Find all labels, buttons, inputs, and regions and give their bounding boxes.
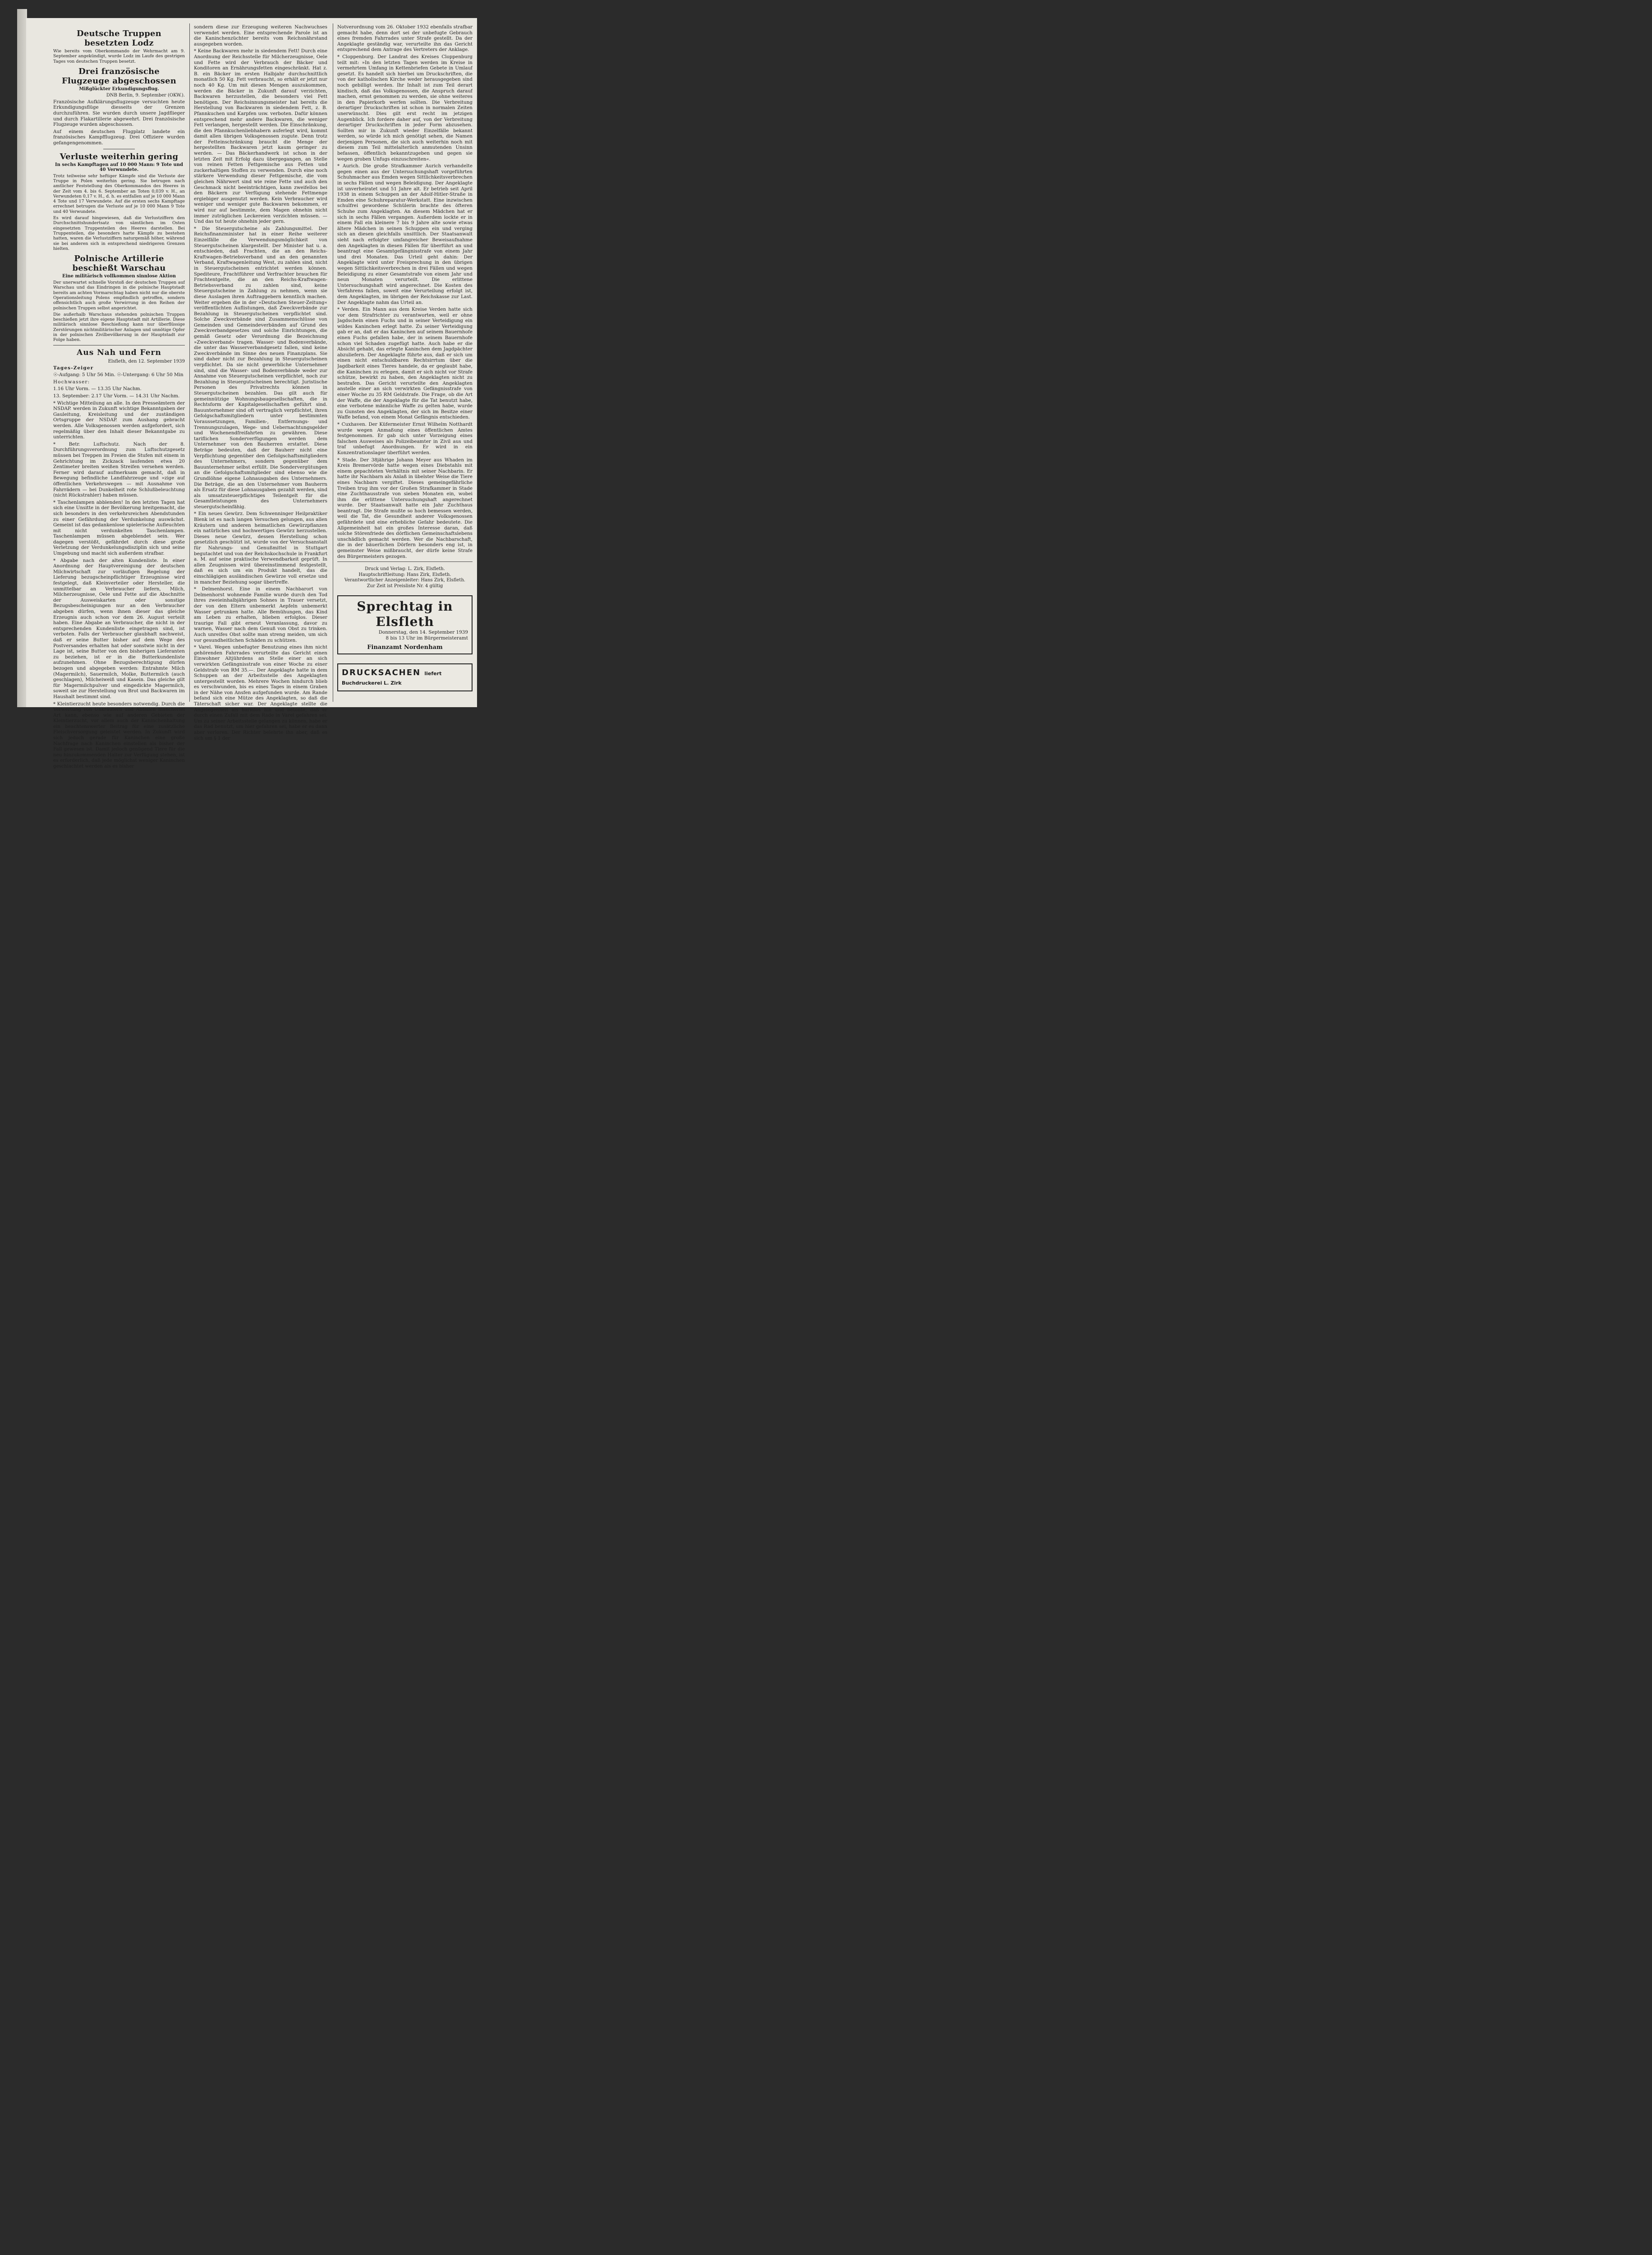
dateline-flugzeuge: DNB Berlin, 9. September (OKW.). [106,92,185,98]
article-varel-cont: Notverordnung vom 26. Oktober 1932 ebenfalls strafbar gemacht habe, denn dort sei der unbefugte Gebrauch eines fremden Fahrrades unter Strafe gestellt. Da der Angeklagte geständig war, verurteilte ihn das Gericht entsprechend dem Antrage des Vertreters der Anklage. [337,24,473,53]
article-flugzeuge-2: Auf einem deutschen Flugplatz landete ein französisches Kampfflugzeug. Drei Offiziere wurden gefangengenommen. [53,129,185,146]
article-cloppenburg: * Cloppenburg. Der Landrat des Kreises Cloppenburg teilt mit: »In den letzten Tagen werden im Kreise in vermehrtem Umfang in Kettenbriefen Gebete in Umlauf gesetzt. Es handelt sich hierbei um Druckschriften, die von der katholischen Kirche weder herausgegeben sind noch gebilligt werden. Ihr Inhalt ist zum Teil derart kindisch, daß das Volksgenossen, die Anspruch darauf machen, ernst genommen zu werden, sie ohne weiteres in den Papierkorb werfen sollten. Die Verbreitung derartiger Druckschriften ist schon in normalen Zeiten unerwünscht. Dies gilt erst recht im jetzigen Augenblick. Ich fordere daher auf, von der Verbreitung derartiger Druckschriften in jeder Form abzusehen. Sollten mir in Zukunft wieder Einzelfälle bekannt werden, so würde ich mich genötigt sehen, die Namen derjenigen Personen, die sich auch weiterhin noch mit diesem zum Teil mittelalterlich anmutenden Unsinn befassen, öffentlich bekanntzugeben und gegen sie wegen groben Unfugs einzuschreiten«. [337,54,473,162]
ad-date: Donnerstag, den 14. September 1939 [378,630,468,635]
article-verluste-2: Es wird darauf hingewiesen, daß die Verlustziffern den Durchschnittshundertsatz von sämtlichen im Osten eingesetzten Truppenteilen des Heeres darstellen. Bei Truppenteilen, die besonders harte Kämpfe zu bestehen hatten, waren die Verlustziffern naturgemäß höher, während sie bei anderen sich in entsprechend niedrigeren Grenzen hielten. [53,216,185,251]
article-kleintierzucht-cont: sondern diese zur Erzeugung weiteren Nachwuchses verwendet werden. Eine entsprechende Parole ist an die Kaninchenzüchter bereits vom Reichsnährstand ausgegeben worden. [194,24,327,47]
imprint-line: Druck und Verlag: L. Zirk, Elsfleth. [365,566,445,572]
article-artillerie-2: Die außerhalb Warschaus stehenden polnischen Truppen beschießen jetzt ihre eigene Hauptstadt mit Artillerie. Diese militärisch sinnlose Beschießung kann nur überflüssige Zerstörungen nichtmilitärischer Anlagen und unnötige Opfer in der polnischen Zivilbevölkerung in der Hauptstadt zur Folge haben. [53,312,185,343]
article-varel: * Varel. Wegen unbefugter Benutzung eines ihm nicht gehörenden Fahrrades verurteilte das Gericht einen Einwohner Altjührdens an Stelle einer an sich verwirkten Gefängnisstrafe von einer Woche zu einer Geldstrafe von RM 35.—. Der Angeklagte hatte in dem Schuppen an der Arbeitsstelle des Angeklagten untergestellt worden. Mehrere Wochen hindurch blieb es verschwunden, bis es eines Tages in einem Graben in der Nähe von Ansfen aufgefunden wurde. Am Rande befand sich eine Mütze des Angeklagten, so daß die Täterschaft sicher war. Der Angeklagte stellte die Angelegenheit als harmlos hin und betonte, daß er durch einen Zufall mit dem Rade in Varel gefahren sei. Um zu seiner Arbeitsstelle gelangen zu können, habe er das Rad benutzt, um hier gefahren sei, habe er es dann aber verloren. Der Richter belehrte ihn aber, daß es sich um § 1 der [194,644,327,741]
article-aurich: * Aurich. Die große Strafkammer Aurich verhandelte gegen einen aus der Untersuchungshaft vorgeführten Schuhmacher aus Emden wegen Sittlichkeitsverbrechen in sechs Fällen und wegen Beleidigung. Der Angeklagte ist unverheiratet und 51 Jahre alt. Er betrieb seit April 1938 in einem Schuppen an der Adolf-Hitler-Straße in Emden eine Schuhreparatur-Werkstatt. Eine inzwischen schulfrei gewordene Schülerin brachte des öfteren Schuhe zum Angeklagten. An diesem Mädchen hat er sich in sechs Fällen vergangen. Außerdem lockte er in einem Fall ein kleinere 7 bis 9 Jahre alte sowie etwas ältere Mädchen in seinen Schuppen ein und verging sich an diesen gleichfalls unsittlich. Der Staatsanwalt sieht nach erfolgter umfangreicher Beweisaufnahme den Angeklagten in diesen Fällen für überführt an und beantragt eine Gesamtgefängnisstrafe von einem Jahr und drei Monaten. Das Urteil geht dahin: Der Angeklagte wird unter Freisprechung in den übrigen wegen Sittlichkeitsverbrechen in drei Fällen und wegen Beleidigung zu einer Gesamtstrafe von einem Jahr und neun Monaten verurteilt. Die erlittene Untersuchungshaft wird angerechnet. Die Kosten des Verfahrens fallen, soweit eine Verurteilung erfolgt ist, dem Angeklagten, im übrigen der Reichskasse zur Last. Der Angeklagte nahm das Urteil an. [337,163,473,305]
column-2 [194,24,327,742]
article-kleintierzucht: * Kleintierzucht heute besonders notwendig. Durch die Verwertung von Unkräutern und Abfällen mancherlei Art kann, ebenso wie auf anderen Gebieten der Kleintierzucht, vor allem auch der Kaninchenhaltung ein beachtenswerter Beitrag für eine zusätzliche Fleischversorgung geleistet werden. In Zukunft wird sich jedoch gerade für Kaninchen eine große Nachfrage nach Kaninchen einstellen als bisher der Fall gewesen ist. Damit jedoch genügend Tiere für die neu hinzukommenden Halter zur Verfügung stehen, ist es erforderlich, daß jede möglichst weniger Kaninchen geschlachtet werden als es bisher [53,701,185,769]
column-3 [337,24,473,691]
ad2-text: liefert Buchdruckerei L. Zirk [342,671,442,686]
article-taschenlampen: * Taschenlampen abblenden! In den letzten Tagen hat sich eine Unsitte in der Bevölkerung breitgemacht, die sich besonders in den verkehrsreichen Abendstunden zu einer Gefährdung der Verdunkelung auswächst. Gemeint ist das gedankenlose spielerische Aufleuchten mit nicht verdunkelten Taschenlampen. Taschenlampen müssen abgeblendet sein. Wer dagegen verstößt, gefährdet durch diese große Verletzung der Verdunkelungsdisziplin sich und seine Umgebung und macht sich außerdem strafbar. [53,499,185,557]
imprint-line: Zur Zeit ist Preisliste Nr. 4 gültig [367,583,443,589]
place-date: Elsfleth, den 12. September 1939 [108,359,185,364]
newspaper-page [26,18,477,769]
article-delmenhorst: * Delmenhorst. Eine in einem Nachbarort von Delmenhorst wohnende Familie wurde durch den Tod ihres zweieinhalbjährigen Sohnes in Trauer versetzt, der von den Eltern unbemerkt Aepfeln unbemerkt Wasser getrunken hatte. Alle Bemühungen, das Kind am Leben zu erhalten, blieben erfolglos. Dieser traurige Fall gibt erneut Veranlassung, davor zu warnen, Wasser nach dem Genuß von Obst zu trinken. Auch unreifes Obst sollte man streng meiden, um sich vor gesundheitlichen Schäden zu schützen. [194,586,327,643]
imprint-line: Verantwortlicher Anzeigenleiter: Hans Zirk, Elsfleth. [344,578,466,583]
advertisement-sprechtag [337,595,473,654]
article-mitteilung: * Wichtige Mitteilung an alle. In den Presseämtern der NSDAP. werden in Zukunft wichtige Bekanntgaben der Gauleitung, Kreisleitung und der zuständigen Ortsgruppe der NSDAP. zum Aushang gebracht werden. Alle Volksgenossen werden aufgefordert, sich regelmäßig über den Inhalt dieser Bekanntgabe zu unterrichten. [53,400,185,440]
ad2-headline: DRUCKSACHEN [342,668,421,678]
column-rule [189,23,190,702]
article-lodz: Wie bereits vom Oberkommando der Wehrmacht am 9. September angekündigt, wurde Lodz im Laufe des gestrigen Tages von deutschen Truppen besetzt. [53,49,185,64]
subheadline-artillerie: Eine militärisch vollkommen sinnlose Aktion [62,274,176,279]
article-stade: * Stade. Der 38jährige Johann Meyer aus Whaden im Kreis Bremervörde hatte wegen eines Diebstahls mit einem gepachteten Verhältnis mit seiner Nachbarin. Er hatte ihr Nachbarn als Anlaß in übelster Weise die Tiere eines Nachbarn vergiftet. Dieses gemeingefährliche Treiben trug ihm vor der Großen Strafkammer in Stade eine Zuchthausstrafe von sieben Monaten ein, wobei ihm die erlittene Untersuchungshaft angerechnet wurde. Der Staatsanwalt hatte ein Jahr Zuchthaus beantragt. Die Strafe mußte so hoch bemessen werden, weil die Tat, die Gesundheit anderer Volksgenossen gefährdete und eine erhebliche Gefahr bedeutete. Die Allgemeinheit hat ein großes Interesse daran, daß solche Störenfriede des dörflichen Gemeinschaftslebens unschädlich gemacht werden. Wer die Nachbarschaft, die in der bäuerlichen Dörfern besonders eng ist, in gemeinster Weise mißbraucht, der dürfe keine Strafe des Bürgermeisters gezogen. [337,457,473,559]
column-1 [53,26,185,771]
section-title: Aus Nah und Fern [77,348,161,357]
article-kundenliste: * Abgabe nach der alten Kundenliste. In einer Anordnung der Hauptvereinigung der deutschen Milchwirtschaft zur vorläufigen Regelung der Lieferung bezugscheinpflichtiger Erzeugnisse wird festgelegt, daß Kleinverteiler oder Hersteller, die unmittelbar an Verbraucher liefern, Milch, Milcherzeugnisse, Oele und Fette auf die Abschnitte der Ausweiskarten oder sonstige Bezugsbescheinigungen nur an den Verbraucher abgeben dürfen, wenn ihnen dieser das gleiche Erzeugnis auch schon vor dem 26. August verteilt haben. Eine Abgabe an Verbraucher, die nicht in der entsprechenden Kundenliste eingetragen sind, ist verboten. Falls der Verbraucher glaubhaft nachweist, daß er seine Butter bisher auf dem Wege des Postversandes erhalten hat oder sonstwie nicht in der Lage ist, seine Butter von den bisherigen Lieferanten zu beziehen, ist er in die Butterkundenliste aufzunehmen. Ohne Bezugsberechtigung dürfen bezogen und abgegeben werden: Entrahmte Milch (Magermilch), Sauermilch, Molke, Buttermilch (auch geschlagen), Milcheiweiß und Kasein. Das gleiche gilt für Magermilchpulver und eingedickte Magermilch, soweit sie zur Herstellung von Brot und Backwaren im Haushalt bestimmt sind. [53,557,185,700]
article-flugzeuge-1: Französische Aufklärungsflugzeuge versuchten heute Erkundigungsflüge diesseits der Grenzen durchzuführen. Sie wurden durch unsere Jagdflieger und durch Flakartillerie abgewehrt. Drei französische Flugzeuge wurden abgeschossen. [53,99,185,128]
headline-flugzeuge: Drei französische Flugzeuge abgeschossen [61,66,177,86]
imprint [337,566,473,589]
headline-artillerie: Polnische Artillerie beschießt Warschau [72,254,166,273]
article-gewuerz: * Ein neues Gewürz. Dem Schwenninger Heilpraktiker Blenk ist es nach langen Versuchen gelungen, aus allen Kräutern und anderen heimatlichen Gewürzpflanzen ein natürliches und hochwertiges Gewürz herzustellen. Dieses neue Gewürz, dessen Herstellung schon gesetzlich geschützt ist, wurde von der Versuchsanstalt für Nahrungs- und Genußmittel in Stuttgart begutachtet und von der Reichskochschule in Frankfurt a. M. auf seine praktische Verwendbarkeit geprüft. In allen Zeugnissen wird übereinstimmend festgestellt, daß es sich um ein Produkt handelt, das die einschlägigen ausländischen Gewürze voll ersetze und in mancher Beziehung sogar übertreffe. [194,511,327,585]
hochwasser-tomorrow: 13. September: 2.17 Uhr Vorm. — 14.31 Uhr Nachm. [53,393,180,399]
imprint-rule [337,561,473,562]
hochwasser-today: 1.16 Uhr Vorm. — 13.35 Uhr Nachm. [53,386,142,392]
subheadline-verluste: In sechs Kampftagen auf 10 000 Mann: 9 Tote und 40 Verwundete. [55,162,184,172]
subheadline-flugzeuge: Mißglückter Erkundigungsflug. [79,86,159,92]
tageszeiger-title: Tages-Zeiger [53,365,94,371]
imprint-line: Hauptschriftleitung: Hans Zirk, Elsfleth. [358,572,451,577]
headline-lodz: Deutsche Truppen besetzten Lodz [77,29,161,48]
advertisement-drucksachen [337,663,473,691]
article-verden: * Verden. Ein Mann aus dem Kreise Verden hatte sich vor dem Strafrichter zu verantworten, weil er ohne Jagdschein einen Fuchs und in seiner Verteidigung ein wildes Kaninchen erlegt hatte. Zu seiner Verteidigung gab er an, daß er das Kaninchen auf seinem Bauernhofe einen Fuchs gefallen habe, der in seinem Bauernhofe schon viel Schaden zugefügt hatte. Auch habe er die Absicht gehabt, das erlegte Kaninchen dem Jagdpächter abzuliefern. Der Angeklagte führte aus, daß er sich um einen nicht entschuldbaren Rechtsirrtum über die Jagdbarkeit eines Tieres handele, da er geglaubt habe, die Kaninchen zu erlegen, damit er sich nicht vor Strafe schütze, bewirkt zu haben, den Angeklagten nicht zu bestrafen. Das Gericht verurteilte den Angeklagten anstelle einer an sich verwirkten Gefängnisstrafe von einer Woche zu 35 RM Geldstrafe. Die Frage, ob die Art der Waffe, die der Angeklagte für die Tat benutzt habe, eine verbotene männliche Waffe zu gelten habe, wurde zu Gunsten des Angeklagten, der sich im Besitze einer Waffe befand, von einem Monat Gefängnis entschieden. [337,307,473,420]
article-steuergutscheine: * Die Steuergutscheine als Zahlungsmittel. Der Reichsfinanzminister hat in einer Reihe weiterer Einzelfälle die Verwendungsmöglichkeit von Steuergutscheinen klargestellt. Der Minister hat u. a. entschieden, daß Frachten, die an den Reichs-Kraftwagen-Betriebsverband und an den genannten Verband, Kraftwagenleitung West, zu zahlen sind, nicht in Steuergutscheinen entrichtet werden können. Spediteure, Frachtführer und Verfrachter brauchen für Frachtentgelte, die an den Reichs-Kraftwagen-Betriebsverband zu zahlen sind, keine Steuergutscheine in Zahlung zu nehmen, wenn sie diese Auslagen ihren Auftraggebern kenntlich machen. Weiter ergeben die in der »Deutschen Steuer-Zeitung« veröffentlichten Auflistungen, daß Zweckverbände zur Bezahlung in Steuergutscheinen verpflichtet sind. Solche Zweckverbände sind Zusammenschlüsse von Gemeinden und Gemeindeverbänden auf Grund des Zweckverbandgesetzes und solche Einrichtungen, die gemäß Gesetz oder Verordnung die Bezeichnung »Zweckverband« tragen. Wasser- und Bodenverbände, die unter das Wasserverbandgesetz fallen, sind keine Zweckverbände im Sinne des neuen Finanzplans. Sie sind daher nicht zur Bezahlung in Steuergutscheinen verpflichtet. Da sie nicht gewerbliche Unternehmer sind, sind die Wasser- und Bodenverbände weder zur Annahme von Steuergutscheinen verpflichtet, noch zur Bezahlung in Steuergutscheinen berechtigt. Juristische Personen des Privatrechts können in Steuergutscheinen bezahlen. Das gilt auch für gemeinnützige Wohnungsbaugesellschaften, die in Rechtsform der Kapitalgesellschaften geführt sind. Bauunternehmer sind oft vertraglich verpflichtet, ihren Gefolgschaftsmitgliedern unter bestimmten Voraussetzungen, Familien-, Entfernungs- und Trennungszulagen, Wege- und Uebernachtungsgelder und Wochenendfreifahrten zu gewähren. Diese tariflichen Sonderverfügungen werden dem Unternehmer von den Bauherren erstattet. Diese Beträge bedeuten, daß der Bauherr nicht eine Verpflichtung gegenüber den Gefolgschaftsmitgliedern des Unternehmers, sondern gegenüber dem Bauunternehmer selbst erfüllt. Die Sondervergütungen an die Gefolgschaftsmitglieder sind ebenso wie die Grundlöhne eigene Lohnausgaben des Unternehmers. Die Beträge, die an den Unternehmer vom Bauherrn als Ersatz für diese Lohnausgaben gezahlt werden, sind als umsatzsteuerpflichtiges Teilentgelt für die Gesamtleistungen des Unternehmers steuergutscheinfähig. [194,226,327,510]
article-luftschutz: * Betr. Luftschutz. Nach der 8. Durchführungsverordnung zum Luftschutzgesetz müssen bei Treppen im Freien die Stufen mit einem in Gehrichtung im Zickzack laufenden etwa 20 Zentimeter breiten weißen Streifen versehen werden. Ferner wird darauf aufmerksam gemacht, daß in Bewegung befindliche Landfahrzeuge und »zige auf öffentlichen Verkehrswegen — mit Ausnahme von Fahrrädern — bei Dunkelheit rote Schlußbeleuchtung (nicht Rückstrahler) haben müssen. [53,441,185,498]
article-artillerie-1: Der unerwartet schnelle Vorstoß der deutschen Truppen auf Warschau und das Eindringen in die polnische Hauptstadt bereits am achten Vormarschtag haben nicht nur die oberste Operationsleitung Polens empfindlich getroffen, sondern offensichtlich auch große Verwirrung in den Reihen der polnischen Truppen selbst angerichtet. [53,280,185,311]
hochwasser-title: Hochwasser: [53,379,90,385]
headline-verluste: Verluste weiterhin gering [60,152,179,161]
article-cuxhaven: * Cuxhaven. Der Küfermeister Ernst Wilhelm Notthardt wurde wegen Anmaßung eines öffentlichen Amtes festgenommen. Er gab sich unter Vorzeigung eines falschen Ausweises als Polizeibeamter in Zivil aus und traf unbefugt Anordnungen. Er wird in ein Konzentrationslager überführt werden. [337,421,473,456]
ad-time: 8 bis 13 Uhr im Bürgermeisteramt [385,635,468,641]
article-verluste-1: Trotz teilweise sehr heftiger Kämpfe sind die Verluste der Truppe in Polen weiterhin gering. Sie betrugen nach amtlicher Feststellung des Oberkommandos des Heeres in der Zeit vom 4. bis 6. September an Toten 0,039 v. H., an Verwundeten 0,17 v. H., d. h. es entfallen auf je 10 000 Mann 4 Tote und 17 Verwundete. Auf die ersten sechs Kampftage errechnet betrugen die Verluste auf je 10 000 Mann 9 Tote und 40 Verwundete. [53,173,185,214]
ad-title: Sprechtag in Elsfleth [357,599,453,630]
article-backwaren: * Keine Backwaren mehr in siedendem Fett! Durch eine Anordnung der Reichsstelle für Milcherzeugnisse, Oele und Fette wird der Verbrauch der Bäcker und Konditoren an Ernährungsfetten eingeschränkt. Hat z. B. ein Bäcker im ersten Halbjahr durchschnittlich monatlich 50 Kg. Fett verbraucht, so erhält er jetzt nur noch 40 Kg. Um mit diesen Mengen auszukommen, werden die Bäcker in Zukunft darauf verzichten, Backwaren herzustellen, die besonders viel Fett benötigen. Der Reichsinnungsmeister hat bereits die Herstellung von Backwaren in siedendem Fett, z. B. Pfannkuchen und Karpfen usw. verboten. Dafür können entsprechend mehr andere Backwaren, die weniger Fett verlangen, hergestellt werden. Die Einschränkung, die den Pfannkuchenliebhabern auferlegt wird, kommt damit allen übrigen Volksgenossen zugute. Denn trotz der Fetteinschränkung braucht die Menge der hergestellten Backwaren jetzt kaum geringer zu werden. — Das Bäckerhandwerk ist schon in der letzten Zeit mit Erfolg dazu übergegangen, an Stelle von reinen Fetten Fettgemische aus Fetten und zuckerhaltigen Stoffen zu verwenden. Durch eine noch stärkere Verwendung dieser Fettgemische, die vom gleichen Nährwert sind wie reine Fette und auch den Geschmack nicht beeinträchtigen, kann zweifellos bei den Bäckern zur Verfügung stehende Fettmenge ergiebiger ausgenutzt werden. Kein Verbraucher wird weniger und weniger gute Backwaren bekommen, er wird nur auf bestimmte, dem Magen ohnehin nicht immer zuträglichen Leckereien verzichten müssen. — Und das tut heute ohnehin jeder gern. [194,48,327,225]
sun-times: ☉-Aufgang: 5 Uhr 56 Min. ☉-Untergang: 6 Uhr 50 Min [53,372,184,378]
page-edge [17,9,27,707]
ad-signature: Finanzamt Nordenham [367,644,443,651]
